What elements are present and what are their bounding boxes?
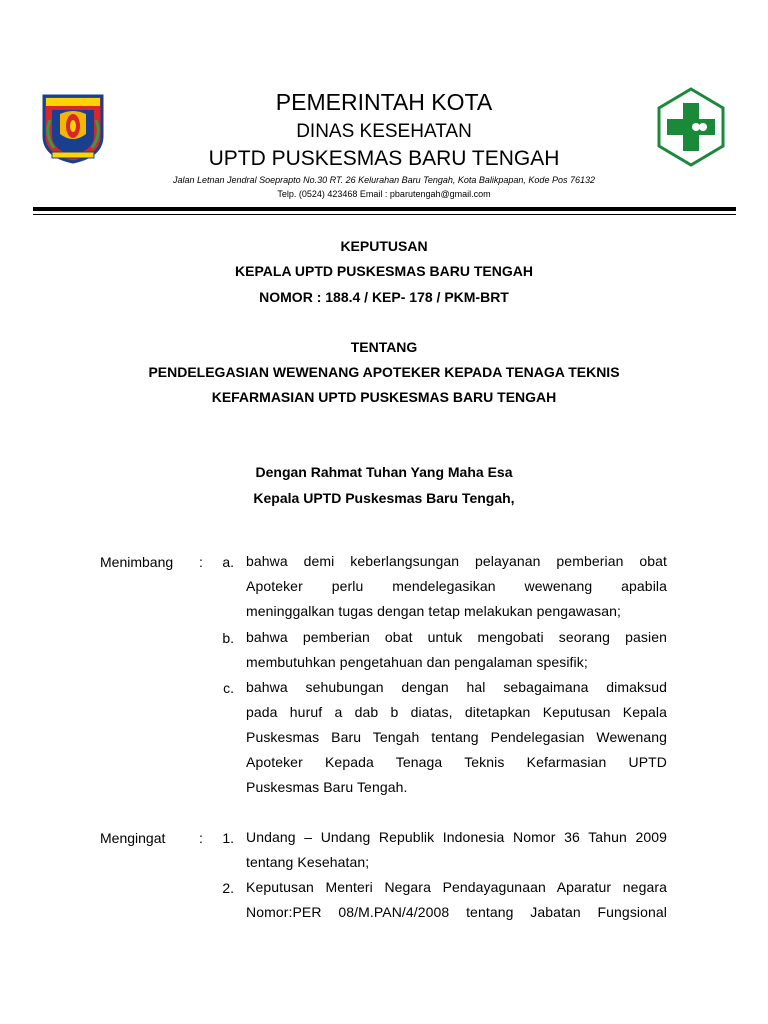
header-address: Jalan Letnan Jendral Soeprapto No.30 RT. 26 Kelurahan Baru Tengah, Kota Balikpapan, Kode Pos 76132 — [173, 175, 595, 185]
list-item-line: bahwa pemberian obat untuk mengobati seorang pasien — [246, 629, 667, 645]
menimbang-colon: : — [199, 554, 203, 570]
city-emblem-icon — [38, 90, 108, 164]
title-subject-1: PENDELEGASIAN WEWENANG APOTEKER KEPADA TENAGA TEKNIS — [148, 364, 620, 380]
menimbang-marker-b: b. — [222, 630, 234, 646]
list-item-line: Apoteker Kepada Tenaga Teknis Kefarmasian UPTD — [246, 754, 667, 770]
list-item-line: Puskesmas Baru Tengah tentang Pendelegasian Wewenang — [246, 729, 667, 745]
menimbang-marker-c: c. — [223, 680, 234, 696]
title-keputusan: KEPUTUSAN — [340, 238, 428, 254]
list-item-line: bahwa sehubungan dengan hal sebagaimana dimaksud — [246, 679, 667, 695]
list-item-line: pada huruf a dab b diatas, ditetapkan Keputusan Kepala — [246, 704, 667, 720]
list-item-line: Apoteker perlu mendelegasikan wewenang apabila — [246, 578, 667, 594]
list-item-line: Puskesmas Baru Tengah. — [246, 779, 408, 795]
list-item-line: bahwa demi keberlangsungan pelayanan pemberian obat — [246, 553, 667, 569]
mengingat-item-1 — [246, 825, 667, 875]
header-divider-thin — [33, 214, 736, 215]
title-tentang: TENTANG — [350, 339, 418, 355]
header-department: DINAS KESEHATAN — [296, 121, 472, 142]
menimbang-item-c — [246, 675, 667, 800]
list-item-line: membutuhkan pengetahuan dan pengalaman spesifik; — [246, 654, 588, 670]
list-item-line: tentang Kesehatan; — [246, 854, 370, 870]
mengingat-label: Mengingat — [100, 830, 166, 846]
title-subject-2: KEFARMASIAN UPTD PUSKESMAS BARU TENGAH — [211, 389, 557, 405]
menimbang-marker-a: a. — [222, 554, 234, 570]
list-item-line: Undang – Undang Republik Indonesia Nomor 36 Tahun 2009 — [246, 829, 667, 845]
header-institution: UPTD PUSKESMAS BARU TENGAH — [208, 147, 560, 170]
title-nomor: NOMOR : 188.4 / KEP- 178 / PKM-BRT — [259, 289, 509, 305]
opening-line-1: Dengan Rahmat Tuhan Yang Maha Esa — [255, 464, 513, 480]
header-contact: Telp. (0524) 423468 Email : pbarutengah@gmail.com — [277, 189, 491, 199]
menimbang-item-a — [246, 549, 667, 624]
list-item-line: Keputusan Menteri Negara Pendayagunaan Aparatur negara — [246, 879, 667, 895]
mengingat-marker-2: 2. — [222, 880, 234, 896]
menimbang-label: Menimbang — [100, 554, 174, 570]
title-kepala: KEPALA UPTD PUSKESMAS BARU TENGAH — [235, 263, 533, 279]
opening-line-2: Kepala UPTD Puskesmas Baru Tengah, — [253, 490, 515, 506]
mengingat-item-2 — [246, 875, 667, 925]
mengingat-marker-1: 1. — [222, 830, 234, 846]
mengingat-colon: : — [199, 830, 203, 846]
header-divider-thick — [33, 207, 736, 211]
list-item-line: meninggalkan tugas dengan tetap melakukan pengawasan; — [246, 603, 622, 619]
menimbang-item-b — [246, 625, 667, 675]
list-item-line: Nomor:PER 08/M.PAN/4/2008 tentang Jabatan Fungsional — [246, 904, 667, 920]
header-government: PEMERINTAH KOTA — [275, 89, 493, 115]
puskesmas-logo-icon — [656, 87, 726, 167]
